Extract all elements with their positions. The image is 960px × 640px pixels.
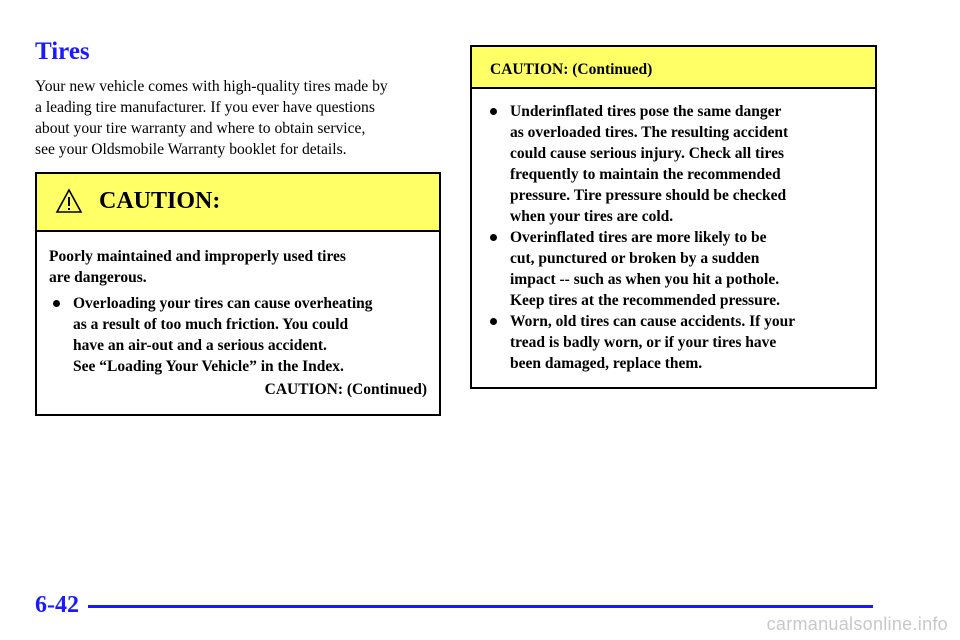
list-item [486, 311, 863, 374]
bullet-line: Keep tires at the recommended pressure. [510, 292, 781, 309]
caution-box-continued [470, 45, 877, 389]
caution-body [37, 232, 439, 400]
caution-heading: CAUTION: [99, 188, 221, 214]
list-item [486, 227, 863, 311]
caution-heading: CAUTION: (Continued) [490, 61, 653, 78]
caution-intro-line: Poorly maintained and improperly used tires [49, 248, 346, 265]
bullet-icon [53, 300, 60, 307]
bullet-line: Overloading your tires can cause overheating [73, 295, 373, 312]
bullet-line: Underinflated tires pose the same danger [510, 103, 782, 120]
bullet-line: frequently to maintain the recommended [510, 166, 781, 183]
intro-paragraph [35, 76, 445, 160]
intro-line: a leading tire manufacturer. If you ever have questions [35, 99, 375, 116]
caution-box [35, 172, 441, 416]
bullet-line: when your tires are cold. [510, 208, 674, 225]
continued-label: CAUTION: (Continued) [264, 381, 427, 398]
bullet-line: have an air-out and a serious accident. [73, 337, 327, 354]
watermark: carmanualsonline.info [766, 614, 948, 634]
bullet-line: Worn, old tires can cause accidents. If your [510, 313, 796, 330]
page-number: 6-42 [35, 592, 79, 618]
caution-header [37, 174, 439, 232]
intro-line: see your Oldsmobile Warranty booklet for details. [35, 141, 347, 158]
intro-line: about your tire warranty and where to obtain service, [35, 120, 366, 137]
bullet-icon [490, 108, 497, 115]
bullet-line: impact -- such as when you hit a pothole. [510, 271, 780, 288]
bullet-line: See “Loading Your Vehicle” in the Index. [73, 358, 344, 375]
caution-body [472, 89, 875, 374]
bullet-line: Overinflated tires are more likely to be [510, 229, 767, 246]
list-item [486, 101, 863, 227]
caution-intro [49, 246, 427, 288]
list-item [49, 293, 427, 377]
bullet-line: as overloaded tires. The resulting accident [510, 124, 789, 141]
bullet-line: cut, punctured or broken by a sudden [510, 250, 760, 267]
intro-line: Your new vehicle comes with high‑quality tires made by [35, 78, 388, 95]
bullet-line: pressure. Tire pressure should be checked [510, 187, 787, 204]
bullet-line: as a result of too much friction. You could [73, 316, 349, 333]
bullet-line: tread is badly worn, or if your tires have [510, 334, 777, 351]
bullet-icon [490, 234, 497, 241]
bullet-line: been damaged, replace them. [510, 355, 703, 372]
footer-rule [88, 605, 873, 608]
page-title: Tires [35, 38, 90, 65]
bullet-line: could cause serious injury. Check all tires [510, 145, 784, 162]
warning-triangle-icon [55, 188, 83, 214]
caution-header [472, 47, 875, 89]
caution-intro-line: are dangerous. [49, 269, 147, 286]
bullet-icon [490, 318, 497, 325]
